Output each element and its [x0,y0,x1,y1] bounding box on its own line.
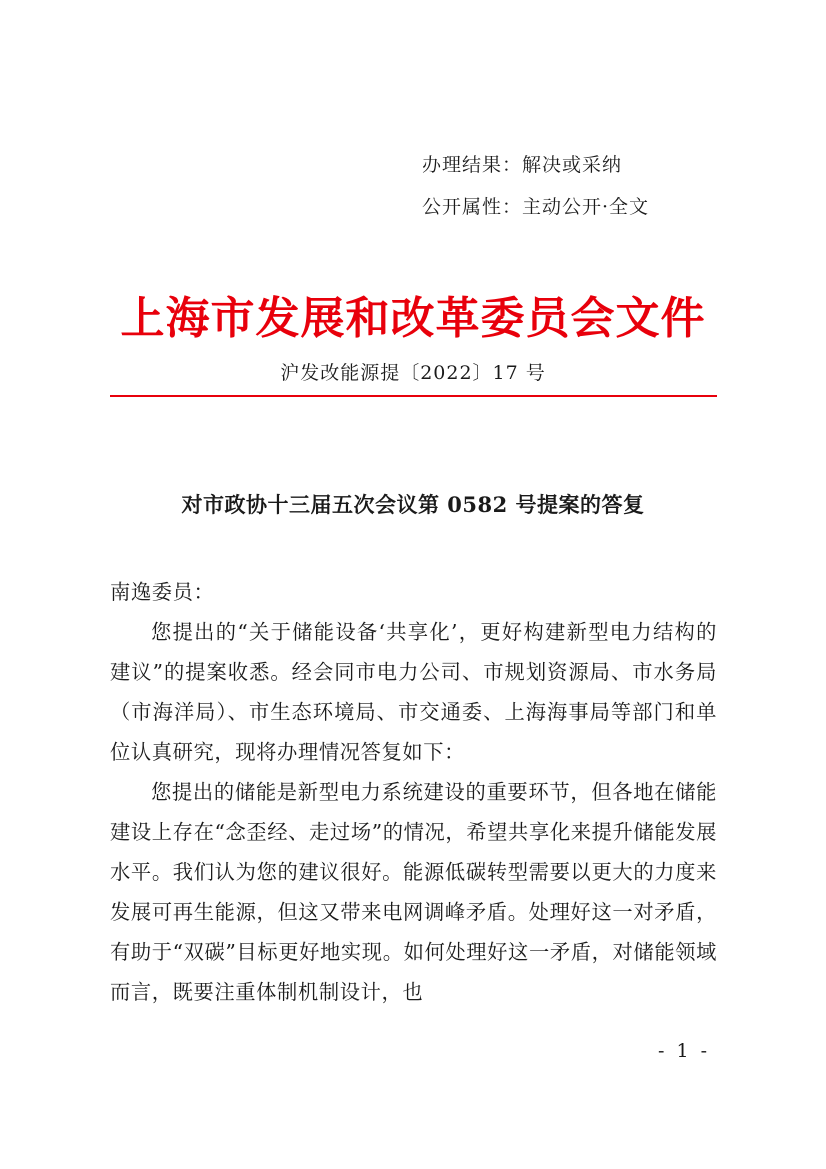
disclosure-attribute: 公开属性：主动公开·全文 [422,196,650,218]
salutation: 南逸委员： [110,580,215,604]
body-paragraph: 您提出的“关于储能设备‘共享化’，更好构建新型电力结构的建议”的提案收悉。经会同市电力公司、市规划资源局、市水务局（市海洋局）、市生态环境局、市交通委、上海海事局等部门和单位认真研究，现将办理情况答复如下： [110,620,717,764]
document-title: 对市政协十三届五次会议第 0582 号提案的答复 [181,492,645,517]
body-paragraph: 您提出的储能是新型电力系统建设的重要环节，但各地在储能建设上存在“念歪经、走过场”的情况，希望共享化来提升储能发展水平。我们认为您的建议很好。能源低碳转型需要以更大的力度来发展可再生能源，但这又带来电网调峰矛盾。处理好这一对矛盾，有助于“双碳”目标更好地实现。如何处理好这一矛盾，对储能领域而言，既要注重体制机制设计，也 [110,780,717,1004]
document-number: 沪发改能源提〔2022〕17 号 [280,362,546,384]
issuing-authority-heading: 上海市发展和改革委员会文件 [120,293,706,344]
red-separator-line [110,395,717,397]
handling-result: 办理结果：解决或采纳 [422,154,623,176]
document-body [110,572,717,1012]
page-number: - 1 - [658,1040,711,1062]
